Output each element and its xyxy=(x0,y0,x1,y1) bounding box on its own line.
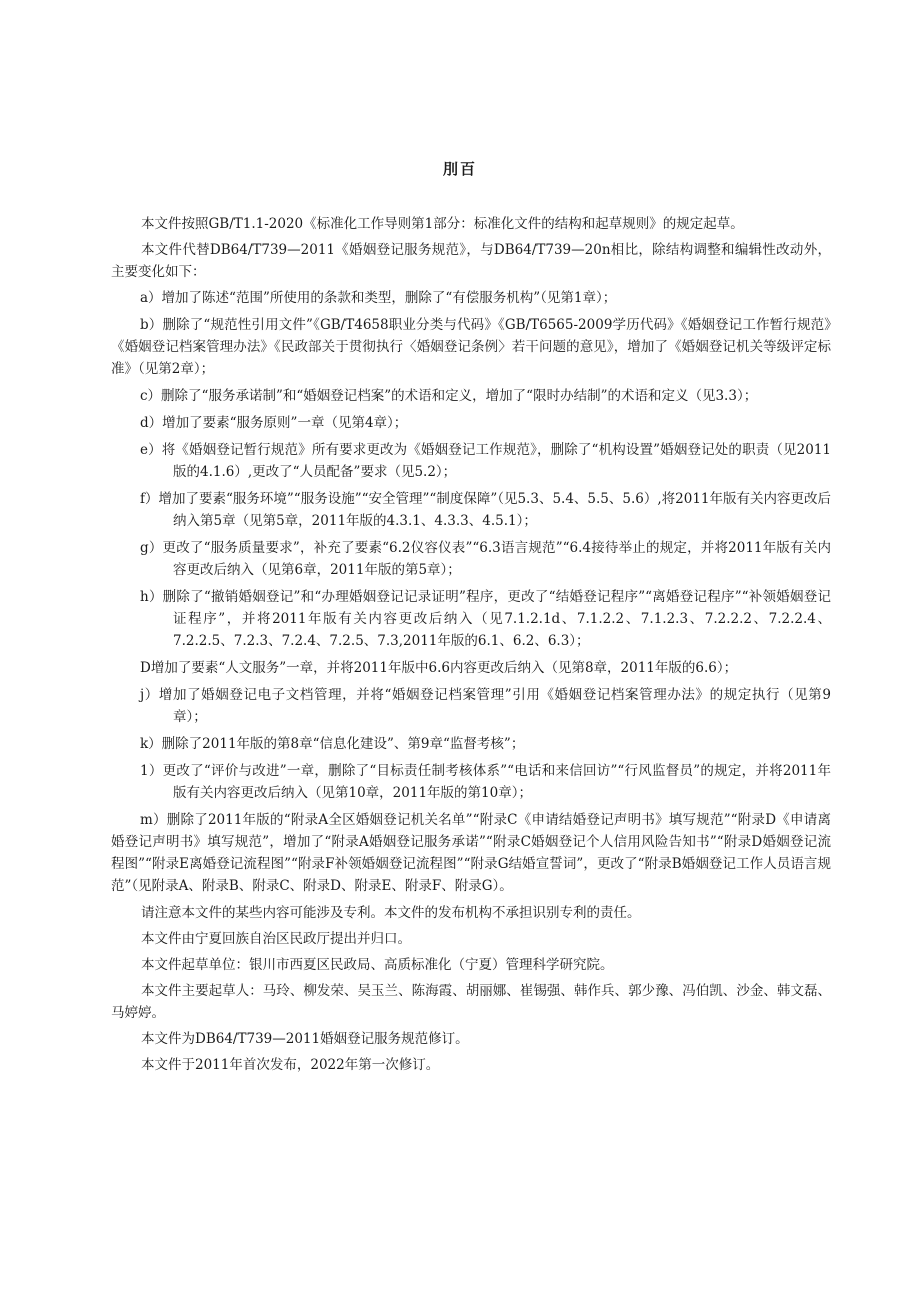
change-item: k）删除了2011年版的第8章“信息化建设”、第9章“监督考核”； xyxy=(140,736,525,752)
document-body xyxy=(111,213,831,1080)
document-title: 刖百 xyxy=(442,160,477,178)
intro-paragraph: 本文件按照GB/T1.1-2020《标准化工作导则第1部分：标准化文件的结构和起草规则》的规定起草。 xyxy=(141,216,744,232)
change-item: 1）更改了“评价与改进”一章，删除了“目标责任制考核体系”“电话和来信回访”“行风监督员”的规定，并将2011年版有关内容更改后纳入（见第10章，2011年版的第10章）； xyxy=(140,763,831,801)
change-item: c）删除了“服务承诺制”和“婚姻登记档案”的术语和定义，增加了“限时办结制”的术语和定义（见3.3）； xyxy=(140,388,758,404)
closing-paragraph: 本文件为DB64/T739—2011婚姻登记服务规范修订。 xyxy=(141,1031,469,1047)
intro-paragraph: 本文件代替DB64/T739—2011《婚姻登记服务规范》，与DB64/T739—20n相比，除结构调整和编辑性改动外，主要变化如下： xyxy=(111,242,831,280)
change-item: h）删除了“撤销婚姻登记”和“办理婚姻登记记录证明”程序，更改了“结婚登记程序”“离婚登记程序”“补领婚姻登记证程序”，并将2011年版有关内容更改后纳入（见7.1.2.1d、7.1.2.2、7.1.2.3、7.2.2.2、7.2.2.4、7.2.2.5、7.2.3、7.2.4、7.2.5、7.3,2011年版的6.1、6.2、6.3）； xyxy=(140,589,831,649)
change-item: g）更改了“服务质量要求”，补充了要素“6.2仪容仪表”“6.3语言规范”“6.4接待举止的规定，并将2011年版有关内容更改后纳入（见第6章，2011年版的第5章）； xyxy=(140,540,831,578)
closing-paragraph: 本文件起草单位：银川市西夏区民政局、高质标准化（宁夏）管理科学研究院。 xyxy=(141,957,614,973)
change-item: f）增加了要素“服务环境”“服务设施”“安全管理”“制度保障”（见5.3、5.4、5.5、5.6）,将2011年版有关内容更改后纳入第5章（见第5章，2011年版的4.3.1、4.3.3、4.5.1）； xyxy=(140,491,831,529)
change-item: m）删除了2011年版的“附录A全区婚姻登记机关名单”“附录C《申请结婚登记声明书》填写规范”“附录D《申请离婚登记声明书》填写规范”，增加了“附录A婚姻登记服务承诺”“附录C婚姻登记个人信用风险告知书”“附录D婚姻登记流程图”“附录E离婚登记流程图”“附录F补领婚姻登记流程图”“附录G结婚宣誓词”，更改了“附录B婚姻登记工作人员语言规范”（见附录A、附录B、附录C、附录D、附录E、附录F、附录G）。 xyxy=(111,812,831,894)
closing-paragraph: 请注意本文件的某些内容可能涉及专利。本文件的发布机构不承担识别专利的责任。 xyxy=(141,905,641,921)
closing-paragraph: 本文件由宁夏回族自治区民政厅提出并归口。 xyxy=(141,931,411,947)
change-item: a）增加了陈述“范围”所使用的条款和类型，删除了“有偿服务机构”（见第1章）； xyxy=(140,290,617,306)
change-item: e）将《婚姻登记暂行规范》所有要求更改为《婚姻登记工作规范》，删除了“机构设置”婚姻登记处的职责（见2011版的4.1.6）,更改了“人员配备”要求（见5.2）； xyxy=(140,442,831,480)
change-item: d）增加了要素“服务原则”一章（见第4章）； xyxy=(140,415,408,431)
closing-paragraph: 本文件主要起草人：马玲、柳发荣、吴玉兰、陈海霞、胡丽娜、崔锡强、韩作兵、郭少豫、冯伯凯、沙金、韩文磊、马婷婷。 xyxy=(111,983,831,1021)
change-item: j）增加了婚姻登记电子文档管理，并将“婚姻登记档案管理”引用《婚姻登记档案管理办法》的规定执行（见第9章）； xyxy=(140,687,831,725)
change-item: D增加了要素“人文服务”一章，并将2011年版中6.6内容更改后纳入（见第8章，2011年版的6.6）； xyxy=(140,660,738,676)
change-item: b）删除了“规范性引用文件”《GB/T4658职业分类与代码》《GB/T6565-2009学历代码》《婚姻登记工作暂行规范》《婚姻登记档案管理办法》《民政部关于贯彻执行〈婚姻登记条例〉若干问题的意见》，增加了《婚姻登记机关等级评定标准》（见第2章）； xyxy=(111,317,831,377)
closing-paragraph: 本文件于2011年首次发布，2022年第一次修订。 xyxy=(141,1057,440,1073)
